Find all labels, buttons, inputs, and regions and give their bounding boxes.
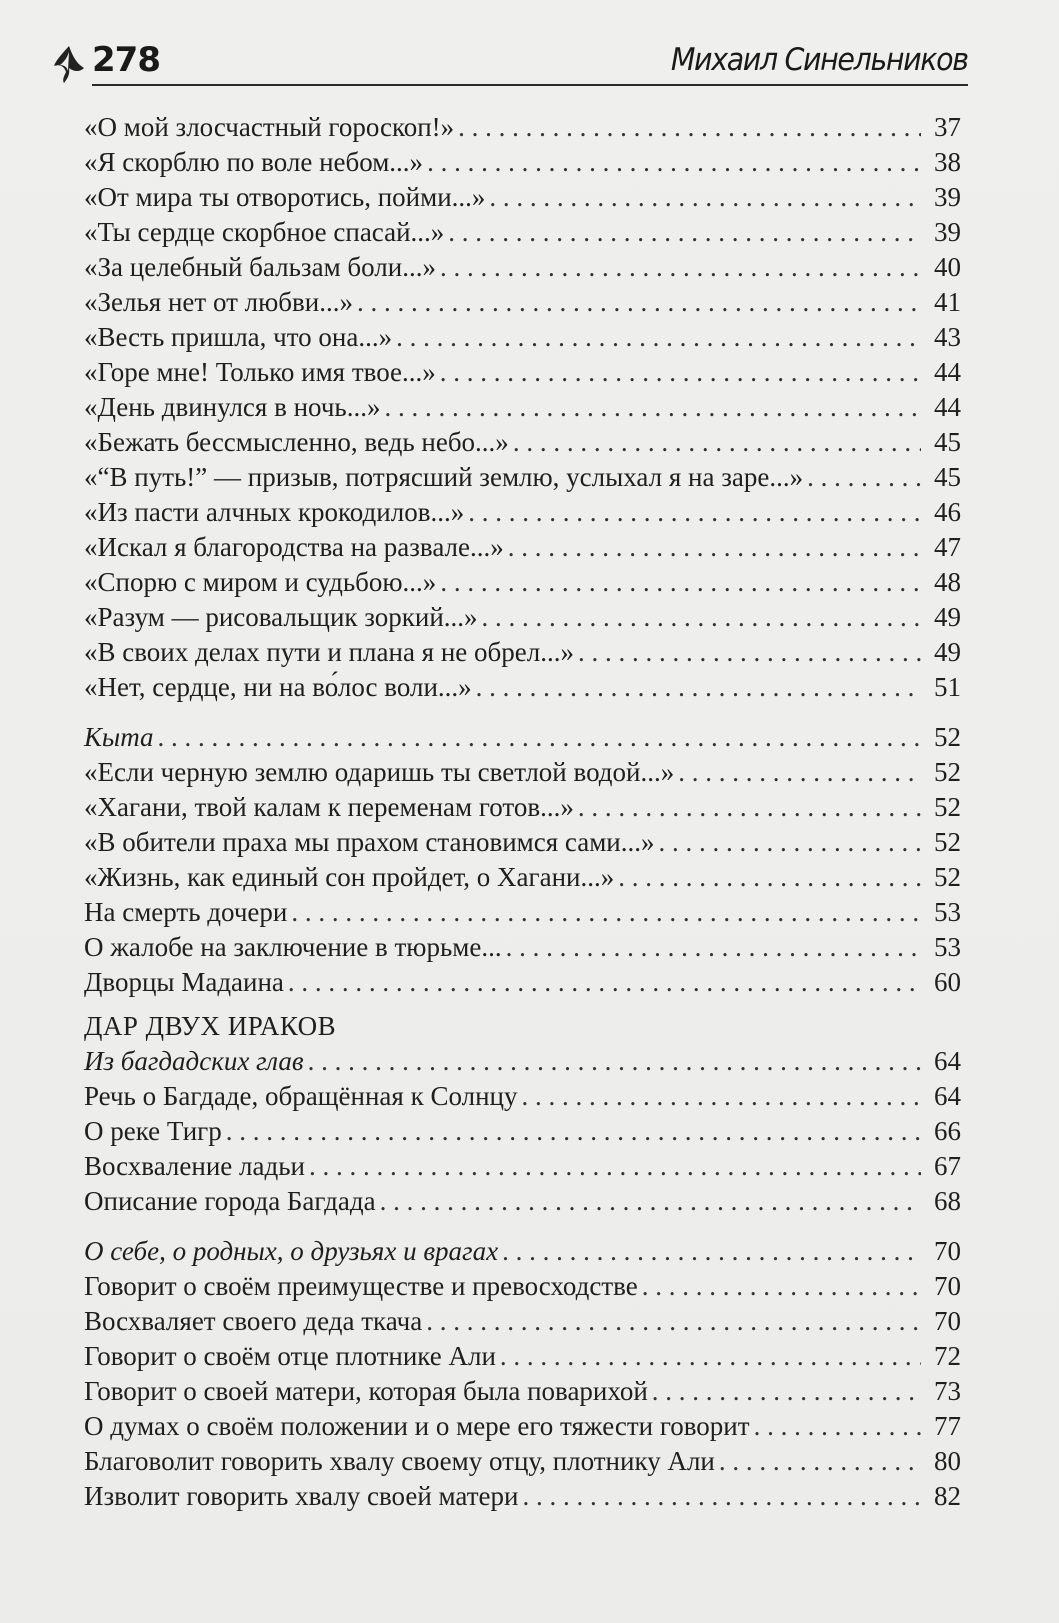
dot-leader: [678, 755, 921, 790]
toc-entry-title: Описание города Багдада: [84, 1186, 376, 1216]
toc-entry-page: 52: [934, 757, 961, 787]
toc-entry-page: 53: [934, 932, 961, 962]
toc-entry-page: 82: [934, 1481, 961, 1511]
dot-leader: [291, 895, 921, 930]
dot-leader: [522, 1479, 921, 1514]
dot-leader: [427, 145, 921, 180]
toc-entry-page: 70: [934, 1271, 961, 1301]
toc-entry-title: «Ты сердце скорбное спасай...»: [84, 217, 445, 247]
toc-entry-title: «Зелья нет от любви...»: [84, 287, 353, 317]
toc-entry-page: 38: [934, 147, 961, 177]
toc-entry: [84, 1339, 961, 1374]
page-header: [48, 32, 968, 88]
toc-entry-page: 39: [934, 182, 961, 212]
toc-entry-page: 52: [934, 722, 961, 752]
toc-entry-title: «“В путь!” — призыв, потрясший землю, услыхал я на заре...»: [84, 462, 804, 492]
toc-entry-page: 52: [934, 827, 961, 857]
dot-leader: [426, 1304, 921, 1339]
toc-entry: [84, 1269, 961, 1304]
toc-entry-page: 66: [934, 1116, 961, 1146]
toc-entry-title: Из багдадских глав: [84, 1046, 304, 1076]
dot-leader: [807, 460, 921, 495]
table-of-contents: [84, 110, 961, 1514]
toc-entry-title: О жалобе на заключение в тюрьме...: [84, 932, 502, 962]
toc-entry-title: «Хагани, твой калам к переменам готов...»: [84, 792, 574, 822]
toc-entry-title: О думах о своём положении и о мере его тяжести говорит: [84, 1411, 750, 1441]
dot-leader: [658, 825, 921, 860]
dot-leader: [476, 670, 921, 705]
ornament-icon: [52, 44, 86, 84]
toc-entry: [84, 215, 961, 250]
toc-entry: [84, 530, 961, 565]
toc-group-kyta: [84, 720, 961, 1000]
dot-leader: [468, 495, 921, 530]
toc-entry: [84, 1234, 961, 1269]
dot-leader: [308, 1044, 921, 1079]
dot-leader: [380, 1184, 921, 1219]
toc-entry: [84, 670, 961, 705]
toc-entry-title: О себе, о родных, о друзьях и врагах: [84, 1236, 499, 1266]
toc-group-baghdad: [84, 1044, 961, 1219]
toc-entry-title: «Искал я благородства на развале...»: [84, 532, 504, 562]
toc-entry-title: Восхваление ладьи: [84, 1151, 305, 1181]
toc-entry: [84, 1444, 961, 1479]
toc-entry: [84, 1114, 961, 1149]
dot-leader: [618, 860, 921, 895]
toc-entry: [84, 460, 961, 495]
dot-leader: [448, 215, 921, 250]
dot-leader: [440, 250, 921, 285]
toc-entry-title: «Нет, сердце, ни на во́лос воли...»: [84, 672, 472, 702]
toc-entry-title: Говорит о своём преимуществе и превосходстве: [84, 1271, 638, 1301]
dot-leader: [578, 790, 921, 825]
toc-entry-page: 44: [934, 392, 961, 422]
dot-leader: [309, 1149, 921, 1184]
toc-entry: [84, 755, 961, 790]
toc-entry-page: 40: [934, 252, 961, 282]
dot-leader: [384, 390, 921, 425]
page-number: 278: [92, 40, 160, 80]
toc-entry: [84, 355, 961, 390]
toc-entry-page: 51: [934, 672, 961, 702]
toc-entry-title: «В своих делах пути и плана я не обрел...»: [84, 637, 574, 667]
toc-entry-page: 64: [934, 1081, 961, 1111]
dot-leader: [440, 565, 921, 600]
toc-entry: [84, 1044, 961, 1079]
dot-leader: [719, 1444, 921, 1479]
dot-leader: [506, 930, 921, 965]
toc-entry: [84, 495, 961, 530]
toc-group-ghazals: [84, 110, 961, 705]
toc-entry: [84, 895, 961, 930]
dot-leader: [396, 320, 921, 355]
toc-entry-page: 70: [934, 1236, 961, 1266]
toc-entry: [84, 600, 961, 635]
toc-entry: [84, 565, 961, 600]
toc-entry-title: Говорит о своём отце плотнике Али: [84, 1341, 496, 1371]
toc-entry: [84, 790, 961, 825]
toc-entry-title: «Жизнь, как единый сон пройдет, о Хагани...»: [84, 862, 615, 892]
toc-entry-page: 45: [934, 427, 961, 457]
toc-entry: [84, 390, 961, 425]
toc-entry-title: «Горе мне! Только имя твое...»: [84, 357, 436, 387]
toc-entry-page: 64: [934, 1046, 961, 1076]
toc-entry-title: «День двинулся в ночь...»: [84, 392, 381, 422]
toc-entry-title: Кыта: [84, 722, 154, 752]
toc-entry: [84, 1409, 961, 1444]
toc-entry-page: 44: [934, 357, 961, 387]
toc-entry: [84, 1079, 961, 1114]
toc-entry-title: «Если черную землю одаришь ты светлой водой...»: [84, 757, 675, 787]
toc-entry-title: «Из пасти алчных крокодилов...»: [84, 497, 465, 527]
toc-entry: [84, 425, 961, 460]
toc-entry-page: 73: [934, 1376, 961, 1406]
header-rule: [92, 84, 968, 86]
toc-entry: [84, 825, 961, 860]
dot-leader: [226, 1114, 921, 1149]
toc-entry: [84, 285, 961, 320]
dot-leader: [158, 720, 921, 755]
toc-entry-page: 49: [934, 637, 961, 667]
toc-entry-page: 52: [934, 792, 961, 822]
toc-entry-title: Благоволит говорить хвалу своему отцу, плотнику Али: [84, 1446, 715, 1476]
toc-entry-title: Восхваляет своего деда ткача: [84, 1306, 423, 1336]
dot-leader: [652, 1374, 921, 1409]
toc-entry: [84, 930, 961, 965]
toc-entry-title: «Разум — рисовальщик зоркий...»: [84, 602, 478, 632]
toc-entry: [84, 110, 961, 145]
dot-leader: [458, 110, 921, 145]
toc-entry-page: 48: [934, 567, 961, 597]
section-heading: ДАР ДВУХ ИРАКОВ: [84, 1011, 337, 1041]
toc-entry-page: 80: [934, 1446, 961, 1476]
toc-entry-title: «О мой злосчастный гороскоп!»: [84, 112, 455, 142]
dot-leader: [357, 285, 921, 320]
toc-entry-page: 46: [934, 497, 961, 527]
dot-leader: [288, 965, 921, 1000]
toc-entry-page: 37: [934, 112, 961, 142]
toc-entry-title: «Весть пришла, что она...»: [84, 322, 393, 352]
toc-entry-page: 52: [934, 862, 961, 892]
toc-entry: [84, 1374, 961, 1409]
toc-entry: [84, 965, 961, 1000]
dot-leader: [578, 635, 921, 670]
toc-entry: [84, 250, 961, 285]
toc-entry: [84, 1479, 961, 1514]
toc-entry-title: На смерть дочери: [84, 897, 288, 927]
toc-entry-title: О реке Тигр: [84, 1116, 222, 1146]
toc-entry-page: 72: [934, 1341, 961, 1371]
toc-group-family: [84, 1234, 961, 1514]
toc-entry: [84, 145, 961, 180]
toc-entry-page: 39: [934, 217, 961, 247]
toc-entry-page: 53: [934, 897, 961, 927]
running-head-author: Михаил Синельников: [671, 42, 968, 78]
toc-entry-page: 77: [934, 1411, 961, 1441]
toc-entry: [84, 1184, 961, 1219]
toc-entry-page: 47: [934, 532, 961, 562]
dot-leader: [521, 1079, 921, 1114]
toc-entry-page: 67: [934, 1151, 961, 1181]
toc-entry-title: Дворцы Мадаина: [84, 967, 284, 997]
toc-entry: [84, 320, 961, 355]
toc-entry: [84, 1149, 961, 1184]
toc-entry: [84, 720, 961, 755]
toc-entry-page: 45: [934, 462, 961, 492]
dot-leader: [508, 530, 921, 565]
toc-entry-title: Изволит говорить хвалу своей матери: [84, 1481, 519, 1511]
toc-entry: [84, 180, 961, 215]
toc-entry-page: 49: [934, 602, 961, 632]
dot-leader: [754, 1409, 921, 1444]
toc-entry: [84, 860, 961, 895]
dot-leader: [440, 355, 921, 390]
toc-entry-title: «От мира ты отворотись, пойми...»: [84, 182, 486, 212]
dot-leader: [500, 1339, 921, 1374]
dot-leader: [642, 1269, 921, 1304]
toc-entry-page: 70: [934, 1306, 961, 1336]
dot-leader: [489, 180, 921, 215]
toc-entry-title: «За целебный бальзам боли...»: [84, 252, 436, 282]
toc-entry-page: 60: [934, 967, 961, 997]
toc-entry-title: «Спорю с миром и судьбою...»: [84, 567, 437, 597]
toc-entry-title: Говорит о своей матери, которая была поварихой: [84, 1376, 648, 1406]
toc-entry-page: 43: [934, 322, 961, 352]
toc-entry: [84, 635, 961, 670]
dot-leader: [513, 425, 921, 460]
dot-leader: [502, 1234, 921, 1269]
toc-entry-title: «Бежать бессмысленно, ведь небо...»: [84, 427, 509, 457]
toc-entry-title: «Я скорблю по воле небом...»: [84, 147, 424, 177]
toc-entry-page: 41: [934, 287, 961, 317]
dot-leader: [482, 600, 921, 635]
toc-entry-title: «В обители праха мы прахом становимся сами...»: [84, 827, 655, 857]
toc-entry-page: 68: [934, 1186, 961, 1216]
toc-entry: [84, 1304, 961, 1339]
toc-entry-title: Речь о Багдаде, обращённая к Солнцу: [84, 1081, 518, 1111]
